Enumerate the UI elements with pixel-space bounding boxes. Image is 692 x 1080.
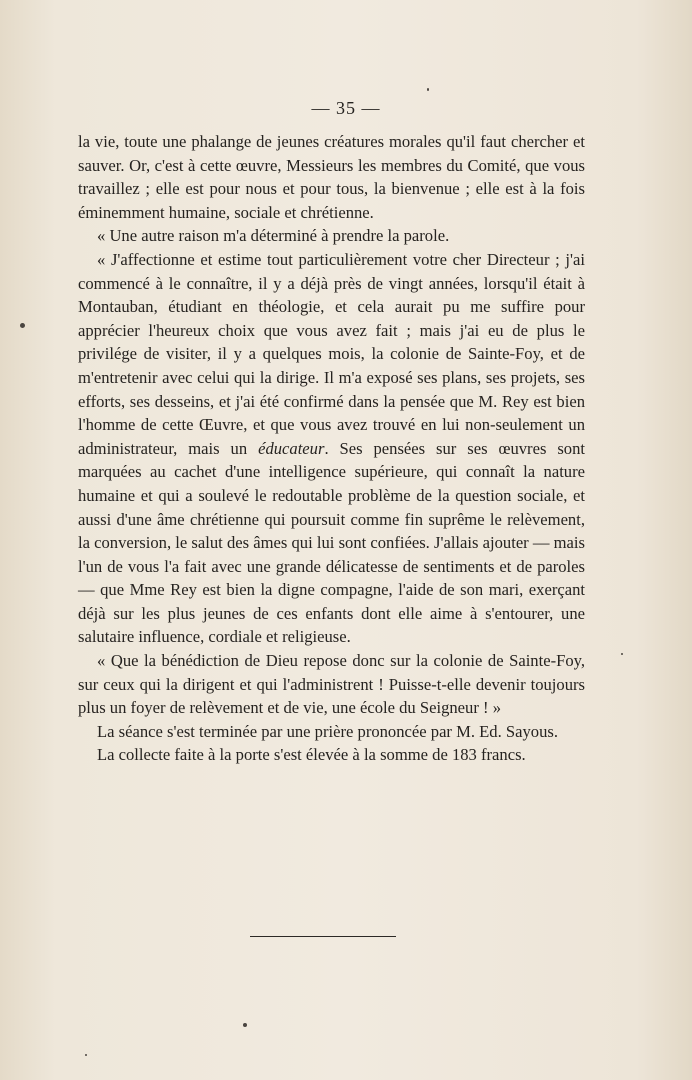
paragraph-2: « Une autre raison m'a déterminé à prendre la parole.: [97, 226, 450, 246]
paper-speck: [85, 1054, 87, 1056]
paper-speck: [243, 1023, 247, 1027]
paragraph-5: La séance s'est terminée par une prière prononcée par M. Ed. Sayous.: [97, 721, 558, 741]
paper-speck: [20, 323, 25, 328]
paragraph-3-text-a: « J'affectionne et estime tout particulièrement votre cher Directeur ; j'ai commencé à le connaître, il y a déjà près de vingt années, lorsqu'il était à Montauban, étudiant en théologie, et cela aurait pu me suffire pour apprécier l'heureux choix que vous avez fait ; mais j'ai eu de plus le privilége de visiter, il y a quelques mois, la colonie de Sainte-Foy, et de m'entretenir avec celui qui la dirige. Il m'a exposé ses plans, ses projets, ses efforts, ses desseins, et j'ai été confirmé dans la pensée que M. Rey est bien l'homme de cette Œuvre, et que vous avez trouvé en lui non-seulement un administrateur, mais un: [78, 249, 585, 458]
paragraph-6: La collecte faite à la porte s'est élevée à la somme de 183 francs.: [97, 745, 526, 765]
paragraph-3: [78, 248, 585, 649]
page-number: — 35 —: [311, 98, 381, 118]
paragraph-3-text-b: . Ses pensées sur ses œuvres sont marquées au cachet d'une intelligence supérieure, qui connaît la nature humaine et qui a soulevé le redoutable problème de la question sociale, et aussi d'une âme chrétienne qui poursuit comme fin suprême le relèvement, la conversion, le salut des âmes qui lui sont confiées. J'allais ajouter — mais l'un de vous l'a fait avec une grande délicatesse de sentiments et de paroles — que Mme Rey est bien la digne compagne, l'aide de son mari, exerçant déjà sur les plus jeunes de ces enfants dont elle aime à s'entourer, une salutaire influence, cordiale et religieuse.: [78, 438, 585, 647]
italic-word: éducateur: [258, 438, 325, 458]
closing-rule: [250, 936, 396, 937]
paper-speck: [427, 88, 429, 91]
paragraph-4: « Que la bénédiction de Dieu repose donc sur la colonie de Sainte-Foy, sur ceux qui la dirigent et qui l'administrent ! Puisse-t-elle devenir toujours plus un foyer de relèvement et de vie, une école du Seigneur ! »: [78, 651, 585, 718]
paragraph-1: la vie, toute une phalange de jeunes créatures morales qu'il faut chercher et sauver. Or, c'est à cette œuvre, Messieurs les membres du Comité, que vous travaillez ; elle est pour nous et pour tous, la bienvenue ; elle est à la fois éminemment humaine, sociale et chrétienne.: [78, 132, 585, 222]
paper-speck: [621, 653, 623, 655]
body-text: [78, 130, 585, 767]
